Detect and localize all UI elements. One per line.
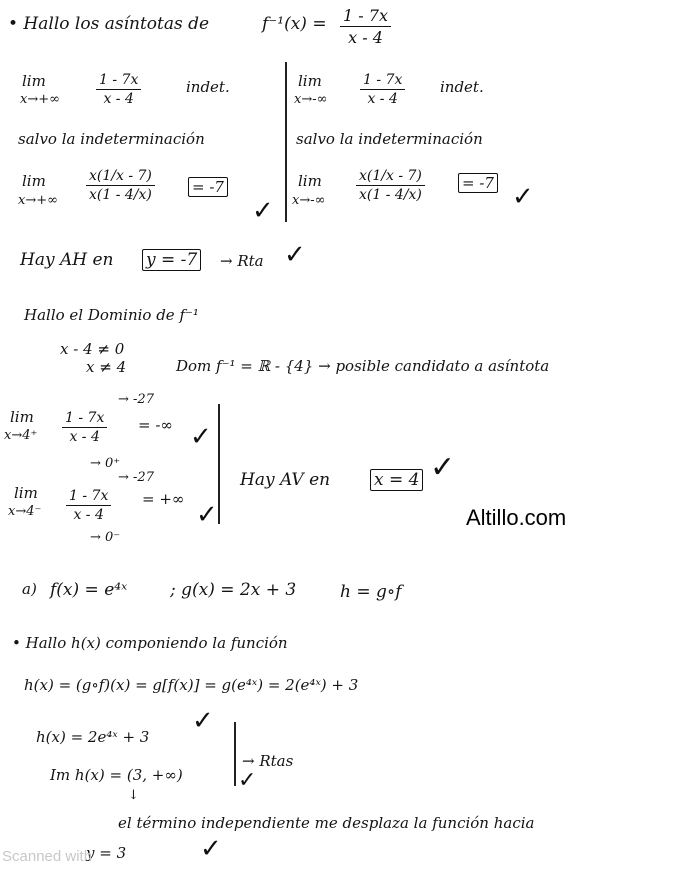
right-fraction-1-num: 1 - 7x: [360, 72, 405, 90]
compose-desc: el término independiente me desplaza la función hacia: [118, 814, 535, 832]
part-a-g: ; g(x) = 2x + 3: [170, 580, 297, 600]
watermark-text: Altillo.com: [466, 505, 567, 530]
title-function: f⁻¹(x) =: [262, 14, 327, 34]
checkmark-icon: ✓: [252, 196, 274, 226]
checkmark-icon: ✓: [200, 834, 222, 864]
left-lim-sub: x→+∞: [20, 92, 60, 107]
left-result-value: = -7: [188, 177, 228, 197]
av-fraction-minus: [66, 488, 111, 523]
left-fraction-2-num: x(1/x - 7): [86, 168, 155, 186]
av-res-minus: = +∞: [142, 490, 185, 508]
column-divider: [285, 62, 287, 222]
ah-text: Hay AH en: [20, 250, 114, 270]
left-lim: lim: [22, 72, 46, 90]
checkmark-icon: ✓: [196, 500, 218, 530]
dominio-heading: Hallo el Dominio de f⁻¹: [24, 306, 199, 324]
checkmark-icon: ✓: [284, 240, 306, 270]
right-salvo: salvo la indeterminación: [296, 130, 483, 148]
left-lim-sub-2: x→+∞: [18, 193, 58, 208]
av-tend-plus-bottom: → 0⁺: [90, 456, 121, 471]
dominio-line-2: x ≠ 4: [86, 358, 127, 376]
av-fraction-plus: [62, 410, 107, 445]
av-tend-plus-top: → -27: [118, 392, 154, 407]
checkmark-icon: ✓: [190, 422, 212, 452]
right-lim-sub: x→-∞: [294, 92, 328, 107]
av-lim-minus-sub: x→4⁻: [8, 504, 42, 519]
checkmark-icon: ✓: [430, 450, 456, 485]
av-lim-minus: lim: [14, 484, 38, 502]
title-fraction-den: x - 4: [348, 28, 383, 47]
checkmark-icon: ✓: [238, 768, 257, 793]
compose-y3: y = 3: [86, 844, 127, 862]
rtas-bracket: [234, 722, 236, 786]
av-tend-minus-top: → -27: [118, 470, 154, 485]
av-fraction-minus-num: 1 - 7x: [66, 488, 111, 506]
ah-value: [142, 250, 201, 270]
left-salvo: salvo la indeterminación: [18, 130, 205, 148]
part-a-label: a): [22, 580, 37, 598]
part-a-h: h = g∘f: [340, 582, 402, 602]
checkmark-icon: ✓: [512, 182, 534, 212]
right-lim-sub-2: x→-∞: [292, 193, 326, 208]
right-indet: indet.: [440, 78, 484, 96]
ah-value-box: y = -7: [142, 249, 201, 271]
av-value: [370, 470, 423, 490]
right-fraction-1-den: x - 4: [367, 91, 398, 107]
av-fraction-plus-num: 1 - 7x: [62, 410, 107, 428]
right-fraction-1: [360, 72, 405, 107]
ah-rta: → Rta: [220, 252, 264, 270]
av-lim-plus: lim: [10, 408, 34, 426]
av-text: Hay AV en: [240, 470, 331, 490]
av-res-plus: = -∞: [138, 416, 173, 434]
title-fraction: [340, 6, 391, 47]
title-fraction-num: 1 - 7x: [340, 6, 391, 27]
av-tend-minus-bottom: → 0⁻: [90, 530, 121, 545]
part-a-f: f(x) = e⁴ˣ: [50, 580, 128, 600]
right-fraction-2-num: x(1/x - 7): [356, 168, 425, 186]
compose-heading: • Hallo h(x) componiendo la función: [12, 634, 288, 652]
left-fraction-1-num: 1 - 7x: [96, 72, 141, 90]
arrow-down-icon: ↓: [128, 788, 139, 803]
av-bracket: [218, 404, 220, 524]
av-value-box: x = 4: [370, 469, 423, 491]
dominio-line-1: x - 4 ≠ 0: [60, 340, 125, 358]
right-lim: lim: [298, 72, 322, 90]
right-fraction-2-den: x(1 - 4/x): [359, 187, 422, 203]
compose-image: Im h(x) = (3, +∞): [50, 766, 183, 784]
compose-rtas: → Rtas: [242, 752, 294, 770]
left-fraction-2-den: x(1 - 4/x): [89, 187, 152, 203]
checkmark-icon: ✓: [192, 706, 214, 736]
compose-line: h(x) = (g∘f)(x) = g[f(x)] = g(e⁴ˣ) = 2(e⁴ˣ) + 3: [24, 676, 359, 694]
av-fraction-plus-den: x - 4: [69, 429, 100, 445]
right-result: [458, 174, 498, 192]
left-fraction-1: [96, 72, 141, 107]
right-result-value: = -7: [458, 173, 498, 193]
left-indet: indet.: [186, 78, 230, 96]
left-lim-2: lim: [22, 172, 46, 190]
title-text: • Hallo los asíntotas de: [8, 14, 210, 34]
right-fraction-2: [356, 168, 425, 203]
scanner-mark: Scanned with: [2, 848, 93, 865]
left-result: [188, 178, 228, 196]
right-lim-2: lim: [298, 172, 322, 190]
av-lim-plus-sub: x→4⁺: [4, 428, 38, 443]
left-fraction-1-den: x - 4: [103, 91, 134, 107]
compose-result: h(x) = 2e⁴ˣ + 3: [36, 728, 150, 746]
dominio-result: Dom f⁻¹ = ℝ - {4} → posible candidato a asíntota: [176, 357, 550, 375]
av-fraction-minus-den: x - 4: [73, 507, 104, 523]
left-fraction-2: [86, 168, 155, 203]
